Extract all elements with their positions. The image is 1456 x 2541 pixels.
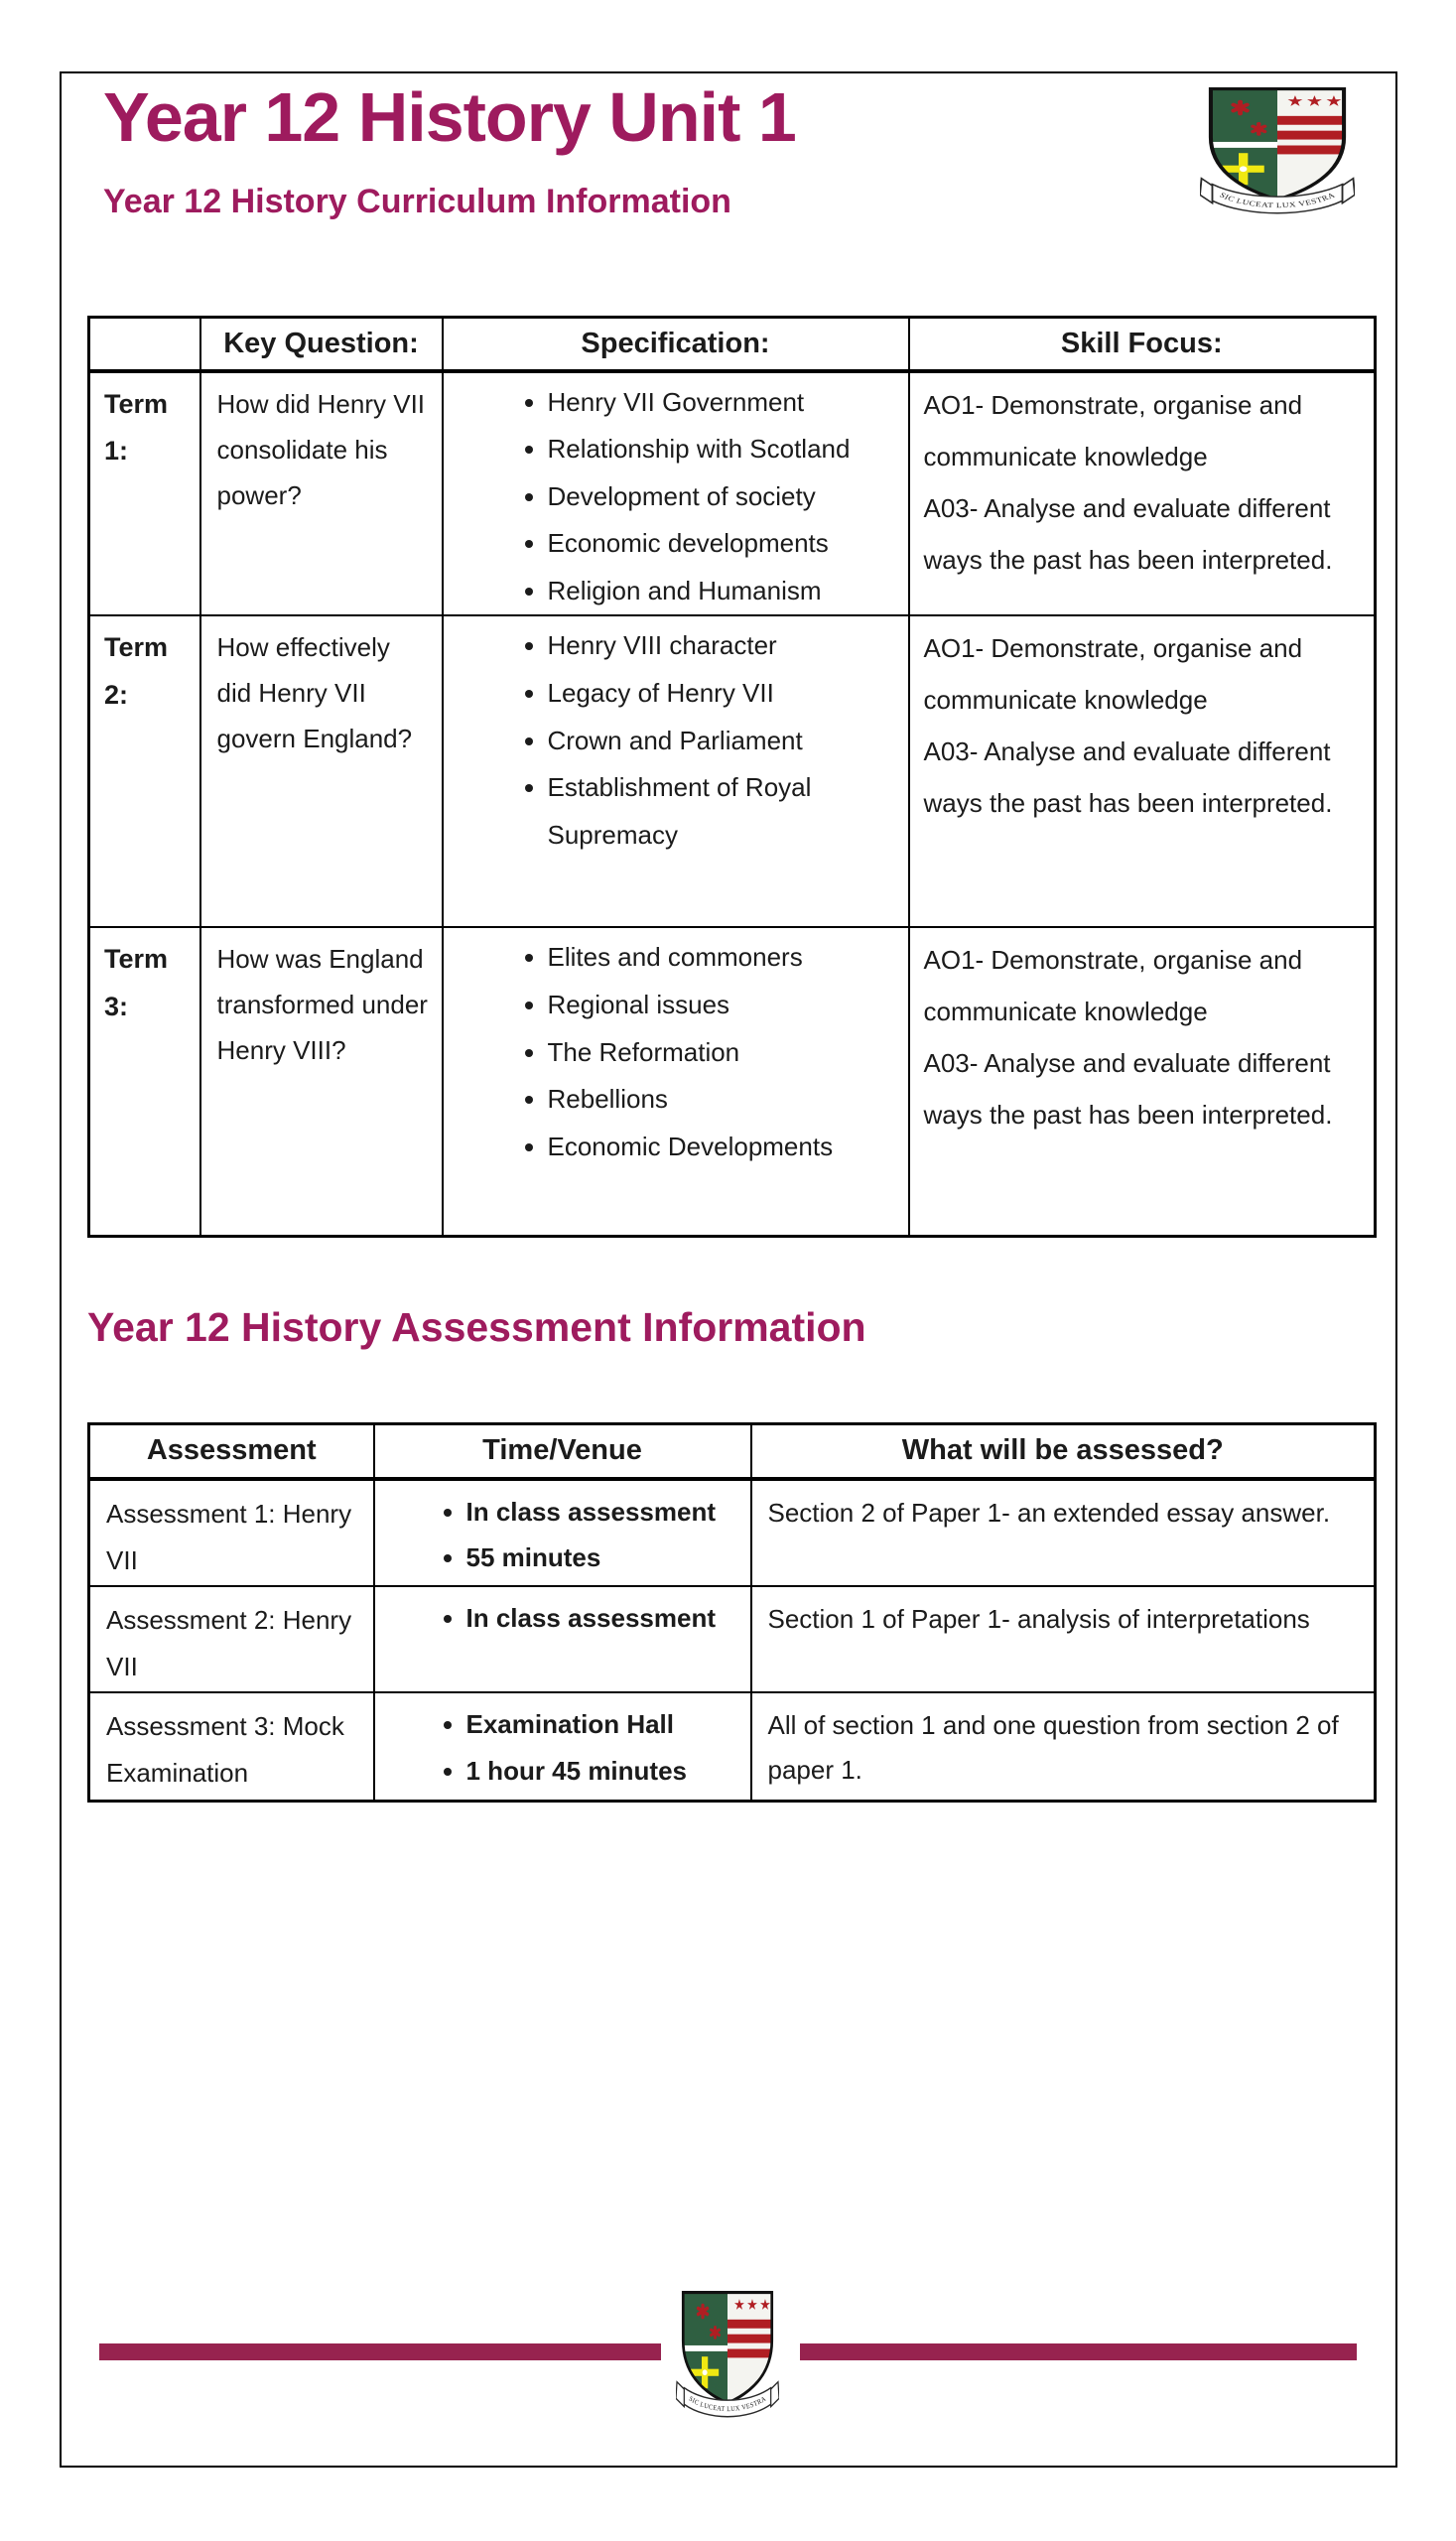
bullet-item: • Henry VII Government	[548, 379, 900, 427]
specification-cell	[443, 927, 909, 1236]
skill-focus-text: A03- Analyse and evaluate different ways the past has been interpreted.	[923, 1048, 1333, 1131]
term-cell: Term 1:	[89, 371, 200, 616]
table-row	[89, 615, 1376, 927]
footer-divider-bar-right	[800, 2343, 1357, 2360]
assessment-name-cell: Assessment 1: Henry VII	[89, 1479, 374, 1586]
time-venue-cell	[374, 1692, 751, 1802]
skill-focus-header: Skill Focus:	[909, 318, 1376, 371]
term-cell: Term 2:	[89, 615, 200, 927]
skill-focus-cell	[909, 615, 1376, 927]
what-assessed-header: What will be assessed?	[751, 1424, 1376, 1479]
table-row	[89, 1479, 1376, 1586]
time-venue-list	[375, 1595, 744, 1642]
page-subtitle: Year 12 History Curriculum Information	[103, 183, 731, 220]
specification-cell	[443, 371, 909, 616]
curriculum-header-row	[89, 318, 1376, 371]
skill-focus-text: A03- Analyse and evaluate different ways the past has been interpreted.	[923, 492, 1333, 575]
curriculum-table	[87, 316, 1377, 1238]
specification-list	[444, 622, 900, 859]
bullet-item: • Henry VIII character	[548, 622, 900, 670]
time-venue-cell	[374, 1586, 751, 1692]
time-venue-list	[375, 1701, 744, 1795]
what-assessed-cell: Section 2 of Paper 1- an extended essay answer.	[751, 1479, 1376, 1586]
bullet-item: • Rebellions	[548, 1076, 900, 1124]
assessment-header: Assessment	[89, 1424, 374, 1479]
bullet-item: • Economic developments	[548, 520, 900, 568]
specification-list	[444, 379, 900, 615]
table-row	[89, 371, 1376, 616]
what-assessed-cell: Section 1 of Paper 1- analysis of interpretations	[751, 1586, 1376, 1692]
specification-header: Specification:	[443, 318, 909, 371]
skill-focus-text: AO1- Demonstrate, organise and communicate knowledge	[923, 633, 1303, 716]
bullet-item: • Regional issues	[548, 982, 900, 1029]
time-venue-cell	[374, 1479, 751, 1586]
specification-cell	[443, 615, 909, 927]
bullet-item: • Establishment of Royal Supremacy	[548, 764, 900, 859]
table-row	[89, 1692, 1376, 1802]
school-crest-footer-icon	[676, 2289, 779, 2428]
footer-divider-bar-left	[99, 2343, 661, 2360]
skill-focus-text: A03- Analyse and evaluate different ways the past has been interpreted.	[923, 736, 1333, 819]
assessment-name-cell: Assessment 2: Henry VII	[89, 1586, 374, 1692]
table-row	[89, 927, 1376, 1236]
bullet-item: • Economic Developments	[548, 1124, 900, 1171]
time-venue-list	[375, 1489, 744, 1582]
key-question-cell: How did Henry VII consolidate his power?	[200, 371, 443, 616]
empty-header-cell	[89, 318, 200, 371]
skill-focus-text: AO1- Demonstrate, organise and communicate knowledge	[923, 945, 1303, 1027]
school-crest-icon	[1200, 85, 1355, 224]
skill-focus-text: AO1- Demonstrate, organise and communicate knowledge	[923, 389, 1303, 471]
term-cell: Term 3:	[89, 927, 200, 1236]
page-title: Year 12 History Unit 1	[103, 78, 796, 156]
bullet-item: • Legacy of Henry VII	[548, 670, 900, 718]
assessment-name-cell: Assessment 3: Mock Examination	[89, 1692, 374, 1802]
key-question-cell: How was England transformed under Henry VIII?	[200, 927, 443, 1236]
bullet-item: • In class assessment	[466, 1489, 744, 1536]
assessment-header-row	[89, 1424, 1376, 1479]
time-venue-header: Time/Venue	[374, 1424, 751, 1479]
bullet-item: • Development of society	[548, 473, 900, 521]
bullet-item: • In class assessment	[466, 1595, 744, 1642]
bullet-item: • Elites and commoners	[548, 934, 900, 982]
assessment-heading: Year 12 History Assessment Information	[87, 1304, 866, 1350]
what-assessed-cell: All of section 1 and one question from section 2 of paper 1.	[751, 1692, 1376, 1802]
key-question-cell: How effectively did Henry VII govern England?	[200, 615, 443, 927]
bullet-item: • Relationship with Scotland	[548, 426, 900, 473]
bullet-item: • Crown and Parliament	[548, 718, 900, 765]
specification-list	[444, 934, 900, 1170]
bullet-item: • Religion and Humanism	[548, 568, 900, 615]
skill-focus-cell	[909, 371, 1376, 616]
bullet-item: • Examination Hall	[466, 1701, 744, 1748]
skill-focus-cell	[909, 927, 1376, 1236]
table-row	[89, 1586, 1376, 1692]
key-question-header: Key Question:	[200, 318, 443, 371]
bullet-item: • 55 minutes	[466, 1535, 744, 1581]
bullet-item: • The Reformation	[548, 1029, 900, 1077]
bullet-item: • 1 hour 45 minutes	[466, 1748, 744, 1795]
assessment-table	[87, 1422, 1377, 1803]
